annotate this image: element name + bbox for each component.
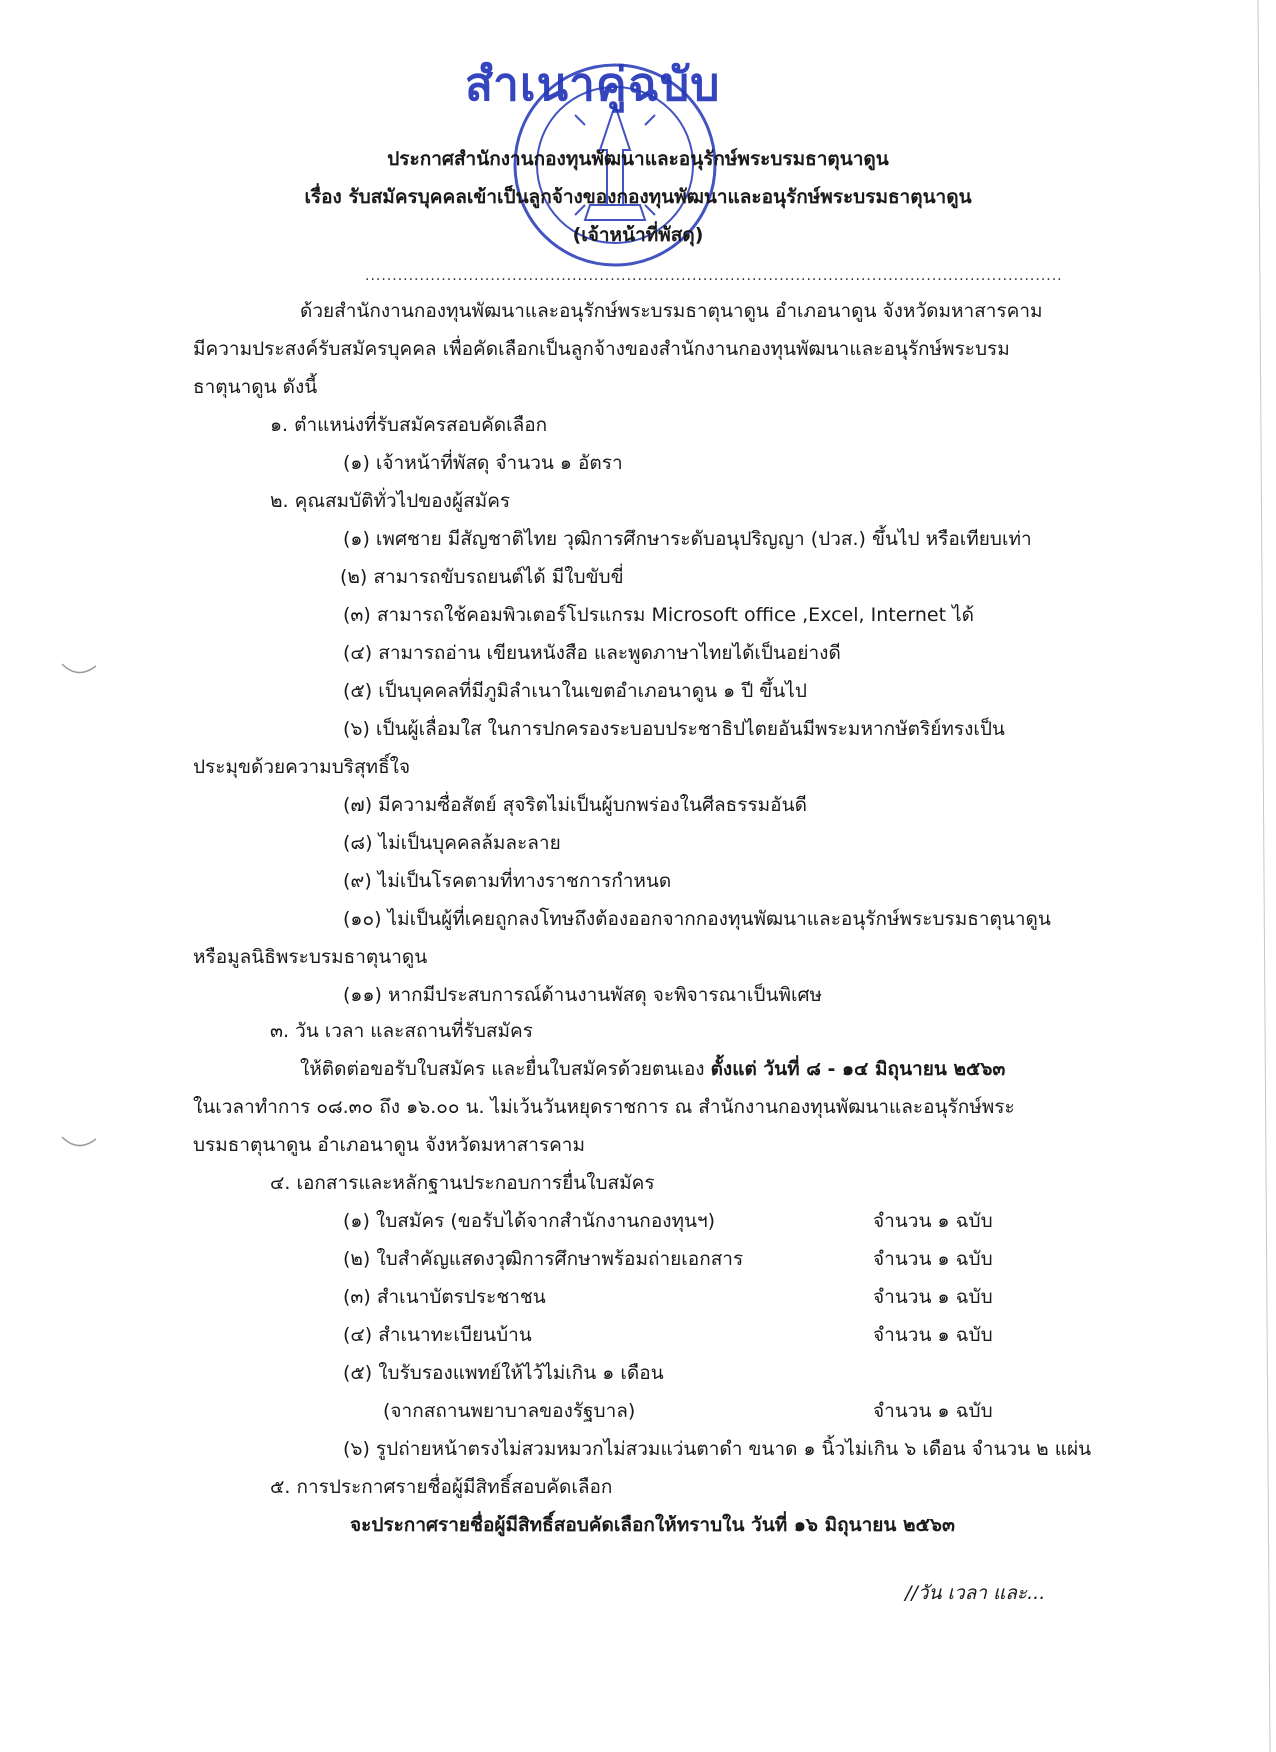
document-item-qty: จำนวน ๑ ฉบับ <box>873 1210 993 1232</box>
qualification-3: (๓) สามารถใช้คอมพิวเตอร์โปรแกรม Microsoft office ,Excel, Internet ได้ <box>343 604 974 626</box>
application-instruction: ให้ติดต่อขอรับใบสมัคร และยื่นใบสมัครด้วยตนเอง <box>300 1058 711 1080</box>
section-3-line-1 <box>300 1056 1005 1082</box>
document-item-label: (๓) สำเนาบัตรประชาชน <box>343 1286 546 1308</box>
qualification-6: (๖) เป็นผู้เลื่อมใส ในการปกครองระบอบประชาธิปไตยอันมีพระมหากษัตริย์ทรงเป็น <box>343 718 1005 740</box>
qualification-10: (๑๐) ไม่เป็นผู้ที่เคยถูกลงโทษถึงต้องออกจากกองทุนพัฒนาและอนุรักษ์พระบรมธาตุนาดูน <box>343 908 1051 930</box>
announcement-title: ประกาศสำนักงานกองทุนพัฒนาและอนุรักษ์พระบรมธาตุนาดูน <box>387 148 889 170</box>
announcement-date: จะประกาศรายชื่อผู้มีสิทธิ์สอบคัดเลือกให้ทราบใน วันที่ ๑๖ มิถุนายน ๒๕๖๓ <box>350 1514 955 1536</box>
position-title: (เจ้าหน้าที่พัสดุ) <box>572 224 704 246</box>
qualification-8: (๘) ไม่เป็นบุคคลล้มละลาย <box>343 832 561 854</box>
qualification-1: (๑) เพศชาย มีสัญชาติไทย วุฒิการศึกษาระดับอนุปริญญา (ปวส.) ขึ้นไป หรือเทียบเท่า <box>343 528 1032 550</box>
qualification-9: (๙) ไม่เป็นโรคตามที่ทางราชการกำหนด <box>343 870 672 892</box>
document-item-qty: จำนวน ๑ ฉบับ <box>873 1400 993 1422</box>
document-item-qty: จำนวน ๑ ฉบับ <box>873 1248 993 1270</box>
section-1-heading: ๑. ตำแหน่งที่รับสมัครสอบคัดเลือก <box>270 414 548 436</box>
qualification-6-cont: ประมุขด้วยความบริสุทธิ์ใจ <box>193 756 411 778</box>
section-1-item: (๑) เจ้าหน้าที่พัสดุ จำนวน ๑ อัตรา <box>343 452 623 474</box>
separator-line: ................................................................................................................................ <box>365 268 1063 284</box>
document-item-label: (๕) ใบรับรองแพทย์ให้ไว้ไม่เกิน ๑ เดือน <box>343 1362 664 1384</box>
document-item-label: (๒) ใบสำคัญแสดงวุฒิการศึกษาพร้อมถ่ายเอกสาร <box>343 1248 744 1270</box>
document-item-photo: (๖) รูปถ่ายหน้าตรงไม่สวมหมวกไม่สวมแว่นตาดำ ขนาด ๑ นิ้วไม่เกิน ๖ เดือน จำนวน ๒ แผ่น <box>343 1438 1092 1460</box>
intro-line-3: ธาตุนาดูน ดังนี้ <box>193 376 318 398</box>
document-item-qty: จำนวน ๑ ฉบับ <box>873 1286 993 1308</box>
qualification-7: (๗) มีความซื่อสัตย์ สุจริตไม่เป็นผู้บกพร่องในศีลธรรมอันดี <box>343 794 807 816</box>
document-item-label: (จากสถานพยาบาลของรัฐบาล) <box>383 1400 636 1422</box>
announcement-subject: เรื่อง รับสมัครบุคคลเข้าเป็นลูกจ้างของกองทุนพัฒนาและอนุรักษ์พระบรมธาตุนาดูน <box>304 186 972 208</box>
section-2-heading: ๒. คุณสมบัติทั่วไปของผู้สมัคร <box>270 490 511 512</box>
application-dates: ตั้งแต่ วันที่ ๘ - ๑๔ มิถุนายน ๒๕๖๓ <box>710 1058 1006 1080</box>
punch-hole-mark-icon <box>60 660 100 680</box>
intro-line-2: มีความประสงค์รับสมัครบุคคล เพื่อคัดเลือกเป็นลูกจ้างของสำนักงานกองทุนพัฒนาและอนุรักษ์พระบรม <box>193 338 1010 360</box>
qualification-2: (๒) สามารถขับรถยนต์ได้ มีใบขับขี่ <box>340 566 624 588</box>
document-item-label: (๑) ใบสมัคร (ขอรับได้จากสำนักงานกองทุนฯ) <box>343 1210 716 1232</box>
continued-marker: //วัน เวลา และ... <box>905 1582 1046 1604</box>
section-4-heading: ๔. เอกสารและหลักฐานประกอบการยื่นใบสมัคร <box>270 1172 655 1194</box>
qualification-11: (๑๑) หากมีประสบการณ์ด้านงานพัสดุ จะพิจารณาเป็นพิเศษ <box>343 984 823 1006</box>
qualification-10-cont: หรือมูลนิธิพระบรมธาตุนาดูน <box>193 946 428 968</box>
qualification-5: (๕) เป็นบุคคลที่มีภูมิลำเนาในเขตอำเภอนาดูน ๑ ปี ขึ้นไป <box>343 680 807 702</box>
document-item-label: (๔) สำเนาทะเบียนบ้าน <box>343 1324 532 1346</box>
copy-stamp: สำเนาคู่ฉบับ <box>465 57 721 111</box>
punch-hole-mark-icon <box>60 1133 100 1153</box>
document-item-qty: จำนวน ๑ ฉบับ <box>873 1324 993 1346</box>
section-3-line-3: บรมธาตุนาดูน อำเภอนาดูน จังหวัดมหาสารคาม <box>193 1134 585 1156</box>
scan-edge-line <box>1248 0 1276 1752</box>
section-3-heading: ๓. วัน เวลา และสถานที่รับสมัคร <box>270 1020 533 1042</box>
section-3-line-2: ในเวลาทำการ ๐๘.๓๐ ถึง ๑๖.๐๐ น. ไม่เว้นวันหยุดราชการ ณ สำนักงานกองทุนพัฒนาและอนุรักษ์พระ <box>193 1096 1015 1118</box>
qualification-4: (๔) สามารถอ่าน เขียนหนังสือ และพูดภาษาไทยได้เป็นอย่างดี <box>343 642 841 664</box>
section-5-heading: ๕. การประกาศรายชื่อผู้มีสิทธิ์สอบคัดเลือก <box>270 1476 613 1498</box>
intro-line-1: ด้วยสำนักงานกองทุนพัฒนาและอนุรักษ์พระบรมธาตุนาดูน อำเภอนาดูน จังหวัดมหาสารคาม <box>300 300 1043 322</box>
